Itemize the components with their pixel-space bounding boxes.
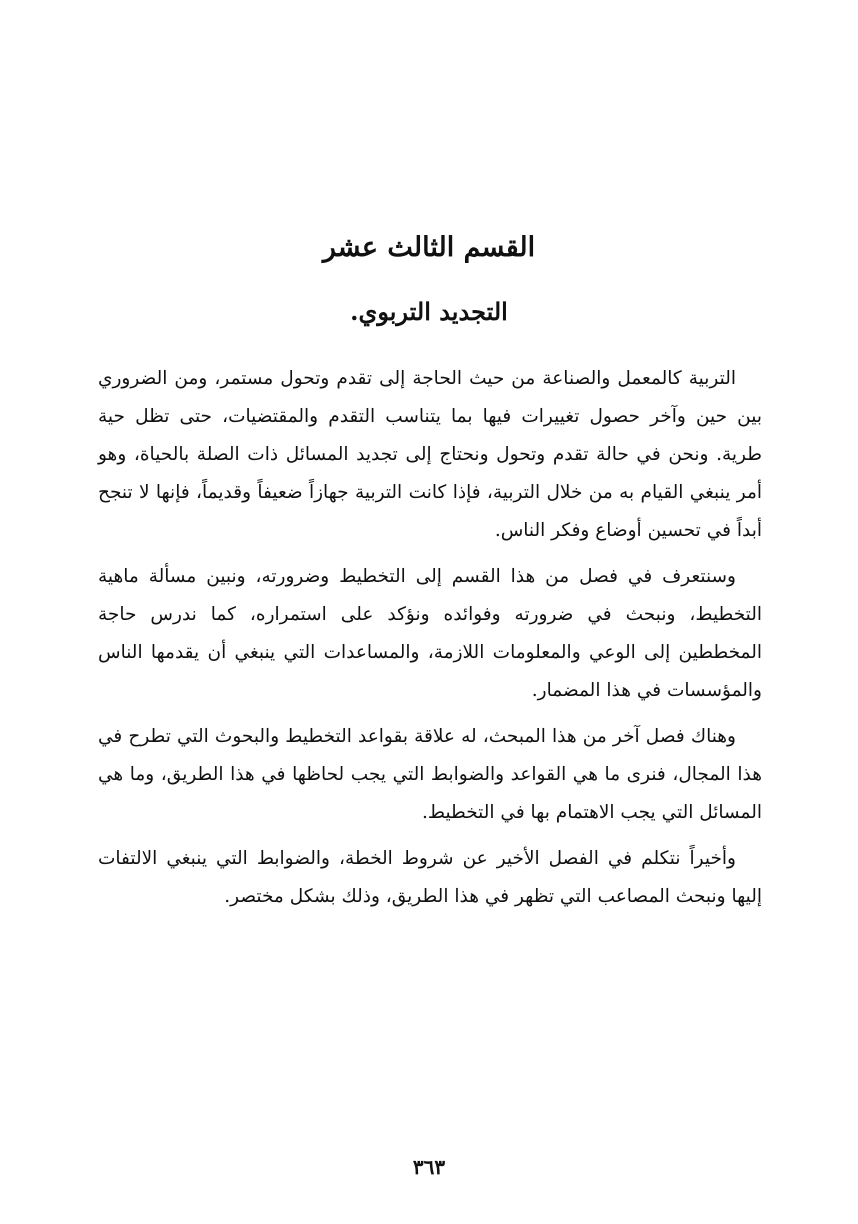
body-text: [98, 360, 762, 924]
part-title: القسم الثالث عشر: [322, 232, 536, 263]
paragraph-3: وهناك فصل آخر من هذا المبحث، له علاقة بقواعد التخطيط والبحوث التي تطرح في هذا المجال، فنرى ما هي القواعد والضوابط التي يجب لحاظها في هذا الطريق، وما هي المسائل التي يجب الاهتمام بها في التخطيط.: [98, 726, 762, 823]
paragraph-1: التربية كالمعمل والصناعة من حيث الحاجة إلى تقدم وتحول مستمر، ومن الضروري بين حين وآخر حصول تغييرات فيها بما يتناسب التقدم والمقتضيات، حتى تظل حية طرية. ونحن في حالة تقدم وتحول ونحتاج إلى تجديد المسائل ذات الصلة بالحياة، وهو أمر ينبغي القيام به من خلال التربية، فإذا كانت التربية جهازاً ضعيفاً وقديماً، فإنها لا تنجح أبداً في تحسين أوضاع وفكر الناس.: [98, 368, 762, 541]
part-subtitle: التجديد التربوي.: [350, 297, 508, 326]
paragraph-4: وأخيراً نتكلم في الفصل الأخير عن شروط الخطة، والضوابط التي ينبغي الالتفات إليها ونبحث المصاعب التي تظهر في هذا الطريق، وذلك بشكل مختصر.: [98, 848, 762, 907]
paragraph-2: وسنتعرف في فصل من هذا القسم إلى التخطيط وضرورته، ونبين مسألة ماهية التخطيط، ونبحث في ضرورته وفوائده ونؤكد على استمراره، كما ندرس حاجة المخططين إلى الوعي والمعلومات اللازمة، والمساعدات التي ينبغي أن يقدمها الناس والمؤسسات في هذا المضمار.: [98, 566, 762, 701]
page-number: ٣٦٣: [412, 1155, 446, 1179]
